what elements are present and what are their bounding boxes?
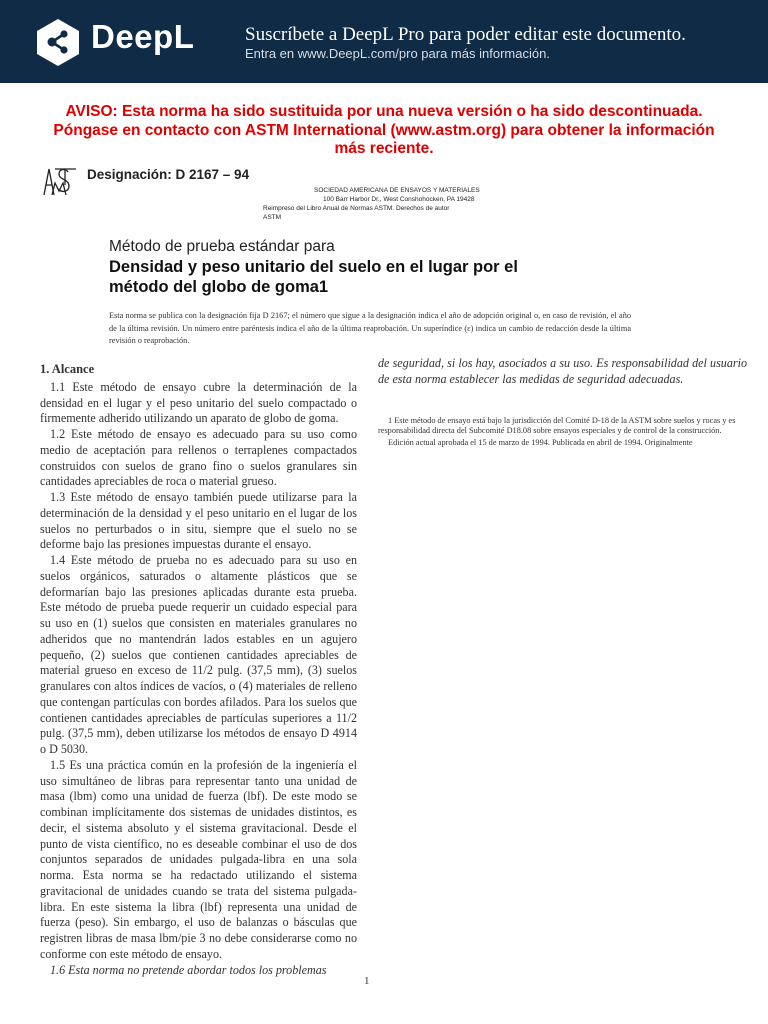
designation-note: Esta norma se publica con la designación fija D 2167; el número que sigue a la designación indica el año de adopción original o, en caso de revisión, el año de la última revisión. Un número entre paréntesis indica el año de la última reaprobación. Un superíndice (ε) indica un cambio de redacción desde la última revisión o reaprobación. [109, 311, 631, 345]
banner-subtitle[interactable]: Entra en www.DeepL.com/pro para más información. [245, 46, 550, 61]
notice-line-1: AVISO: Esta norma ha sido sustituida por una nueva versión o ha sido descontinuada. [65, 103, 703, 120]
paragraph-1-2: 1.2 Este método de ensayo es adecuado para su uso como medio de aceptación para rellenos o terraplenes compactados construidos con suelos de grano fino o suelos granulares sin cantidades apreciables de roca o material grueso. [40, 427, 357, 489]
left-column [40, 362, 357, 978]
astm-logo-icon [38, 165, 78, 199]
section-heading: 1. Alcance [40, 362, 95, 376]
deepl-logo-icon [35, 18, 81, 66]
withdrawal-notice [40, 103, 728, 159]
reprint-line-2: ASTM [263, 214, 282, 221]
paragraph-1-3: 1.3 Este método de ensayo también puede utilizarse para la determinación de la densidad y el peso unitario en el lugar de los suelos no perturbados o in situ, siempre que el suelo no se deforme bajo las presiones impuestas durante el ensayo. [40, 490, 357, 552]
banner-title[interactable]: Suscríbete a DeepL Pro para poder editar este documento. [245, 24, 686, 45]
footnote-line-2: Edición actual aprobada el 15 de marzo de 1994. Publicada en abril de 1994. Originalmente [388, 438, 693, 448]
society-info [263, 186, 480, 222]
paragraph-1-6-continued: de seguridad, si los hay, asociados a su uso. Es responsabilidad del usuario de esta norma establecer las medidas de seguridad adecuadas. [378, 356, 747, 386]
footnote [378, 416, 747, 451]
reprint-line-1: Reimpreso del Libro Anual de Normas ASTM. Derechos de autor [263, 205, 450, 212]
notice-line-2: Póngase en contacto con ASTM International (www.astm.org) para obtener la información más reciente. [53, 121, 715, 157]
paragraph-1-1: 1.1 Este método de ensayo cubre la determinación de la densidad en el lugar y el peso unitario del suelo compactado o firmemente adherido utilizando un aparato de globo de goma. [40, 379, 357, 426]
deepl-logo-text: DeepL [91, 18, 195, 55]
society-name: SOCIEDAD AMERICANA DE ENSAYOS Y MATERIALES [314, 187, 480, 194]
method-title-line-1: Método de prueba estándar para [109, 238, 335, 255]
paragraph-1-6: 1.6 Esta norma no pretende abordar todos los problemas [50, 962, 327, 977]
paragraph-1-4: 1.4 Este método de prueba no es adecuado para su uso en suelos orgánicos, saturados o altamente plásticos que se deformarían bajo las presiones aplicadas durante esta prueba. Este método de prueba puede requerir un cuidado especial para su uso en (1) suelos que consisten en materiales granulares no adheridos que no mantendrán lados estables en un agujero pequeño, (2) suelos que contienen cantidades apreciables de material grueso en exceso de 11/2 pulg. (37,5 mm), (3) suelos granulares con altos índices de vacíos, o (4) materiales de relleno que contengan partículas con bordes afilados. Para los suelos que contienen cantidades apreciables de partículas superiores a 11/2 pulg. (37,5 mm), deben utilizarse los métodos de ensayo D 4914 o D 5030. [40, 553, 357, 756]
method-title-line-2: Densidad y peso unitario del suelo en el lugar por el método del globo de goma1 [109, 258, 518, 296]
page-number: 1 [364, 975, 370, 987]
designation: Designación: D 2167 – 94 [87, 167, 250, 182]
society-address: 100 Barr Harbor Dr., West Conshohocken, PA 19428 [323, 196, 475, 203]
paragraph-1-5: 1.5 Es una práctica común en la profesión de la ingeniería el uso simultáneo de libras para representar tanto una unidad de masa (lbm) como una unidad de fuerza (lbf). De este modo se combinan implícitamente dos sistemas de unidades distintos, es decir, el sistema absoluto y el sistema gravitacional. Desde el punto de vista científico, no es deseable combinar el uso de dos conjuntos separados de unidades pulgada-libra en una sola norma. Esta norma se ha redactado utilizando el sistema gravitacional de unidades cuando se trata del sistema pulgada-libra. En este sistema la libra (lbf) representa una unidad de fuerza (peso). Sin embargo, el uso de balanzas o básculas que registren libras de masa lbm/pie 3 no debe considerarse como no conforme con este método de ensayo. [40, 757, 357, 961]
deepl-banner [0, 0, 768, 83]
footnote-line-1: 1 Este método de ensayo está bajo la jurisdicción del Comité D-18 de la ASTM sobre suelos y rocas y es responsabilidad directa del Subcomité D18.08 sobre ensayos especiales y de control de la construcción. [378, 416, 736, 436]
